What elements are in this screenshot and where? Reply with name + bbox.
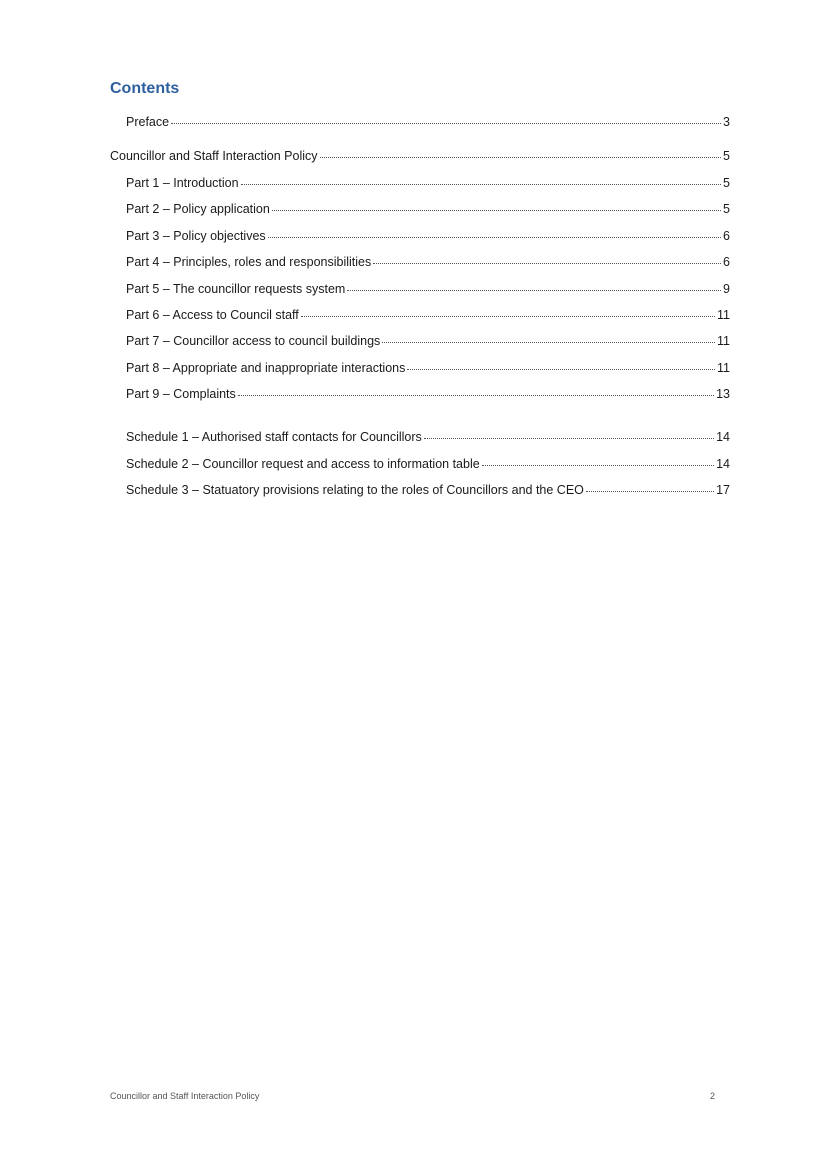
- toc-entry-page: 11: [717, 308, 730, 322]
- toc-entry-schedule-3[interactable]: [126, 482, 730, 498]
- toc-entry-page: 17: [716, 483, 730, 497]
- toc-entry-part-1[interactable]: [126, 175, 730, 191]
- toc-entry-page: 14: [716, 457, 730, 471]
- dot-leader: [241, 184, 721, 185]
- dot-leader: [301, 316, 715, 317]
- contents-heading: Contents: [110, 80, 180, 97]
- dot-leader: [272, 210, 721, 211]
- toc-entry-preface[interactable]: [126, 114, 730, 130]
- toc-entry-page: 14: [716, 430, 730, 444]
- toc-entry-page: 11: [717, 334, 730, 348]
- toc-entry-part-8[interactable]: [126, 360, 730, 376]
- dot-leader: [424, 438, 714, 439]
- dot-leader: [407, 369, 715, 370]
- toc-entry-part-7[interactable]: [126, 333, 730, 349]
- dot-leader: [586, 491, 714, 492]
- toc-entry-label: Schedule 2 – Councillor request and access to information table: [126, 457, 480, 471]
- toc-entry-part-2[interactable]: [126, 201, 730, 217]
- dot-leader: [238, 395, 714, 396]
- toc-entry-label: Part 8 – Appropriate and inappropriate interactions: [126, 361, 406, 375]
- footer-page-number: 2: [710, 1091, 716, 1101]
- toc-entry-label: Part 7 – Councillor access to council buildings: [126, 334, 381, 348]
- toc-entry-label: Schedule 1 – Authorised staff contacts for Councillors: [126, 430, 422, 444]
- toc-entry-page: 9: [723, 282, 730, 296]
- toc-entry-label: Preface: [126, 115, 170, 129]
- dot-leader: [382, 342, 715, 343]
- toc-entry-part-9[interactable]: [126, 386, 730, 402]
- toc-entry-part-3[interactable]: [126, 228, 730, 244]
- dot-leader: [320, 157, 722, 158]
- toc-entry-label: Part 5 – The councillor requests system: [126, 282, 346, 296]
- toc-entry-part-4[interactable]: [126, 254, 730, 270]
- toc-entry-label: Part 1 – Introduction: [126, 176, 239, 190]
- dot-leader: [373, 263, 721, 264]
- toc-entry-page: 5: [723, 202, 730, 216]
- toc-entry-page: 6: [723, 229, 730, 243]
- toc-entry-label: Schedule 3 – Statuatory provisions relating to the roles of Councillors and the CEO: [126, 483, 584, 497]
- toc-entry-page: 13: [716, 387, 730, 401]
- dot-leader: [482, 465, 714, 466]
- toc-entry-page: 5: [723, 149, 730, 163]
- toc-entry-label: Councillor and Staff Interaction Policy: [110, 149, 318, 163]
- toc-entry-label: Part 4 – Principles, roles and responsibilities: [126, 255, 372, 269]
- toc-entry-label: Part 6 – Access to Council staff: [126, 308, 299, 322]
- toc-entry-page: 3: [723, 115, 730, 129]
- toc-entry-page: 6: [723, 255, 730, 269]
- toc-entry-page: 5: [723, 176, 730, 190]
- toc-entry-label: Part 3 – Policy objectives: [126, 229, 266, 243]
- toc-entry-part-5[interactable]: [126, 281, 730, 297]
- footer-title: Councillor and Staff Interaction Policy: [110, 1091, 260, 1101]
- dot-leader: [171, 123, 721, 124]
- toc-entry-page: 11: [717, 361, 730, 375]
- dot-leader: [347, 290, 721, 291]
- toc-entry-policy[interactable]: [110, 148, 730, 164]
- toc-entry-label: Part 2 – Policy application: [126, 202, 270, 216]
- toc-entry-schedule-2[interactable]: [126, 456, 730, 472]
- toc-entry-schedule-1[interactable]: [126, 429, 730, 445]
- toc-entry-label: Part 9 – Complaints: [126, 387, 236, 401]
- dot-leader: [268, 237, 721, 238]
- toc-entry-part-6[interactable]: [126, 307, 730, 323]
